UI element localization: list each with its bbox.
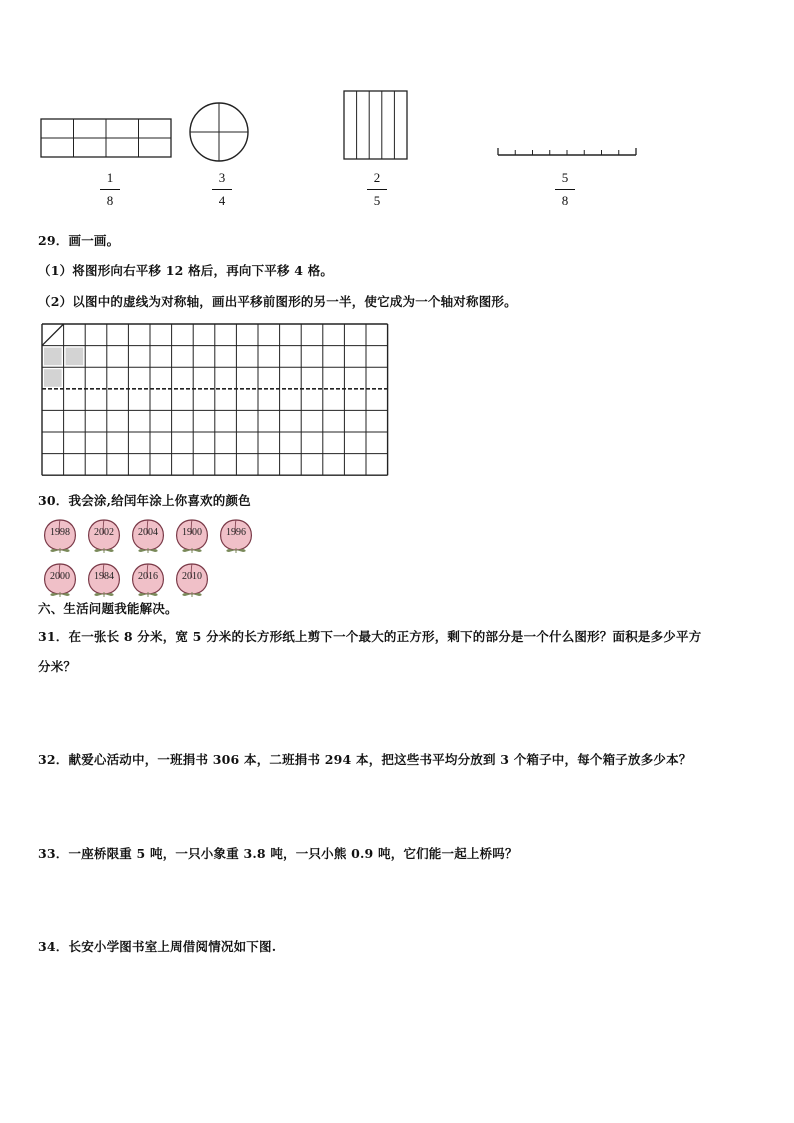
circle-quarters-figure <box>188 100 250 164</box>
peach-year-card[interactable] <box>128 514 168 554</box>
peach-year-label: 2004 <box>138 527 158 538</box>
fraction-3 <box>362 170 392 209</box>
peach-year-card[interactable] <box>84 558 124 598</box>
peach-year-card[interactable] <box>172 558 212 598</box>
fraction-2 <box>207 170 237 209</box>
q33-text: 33．一座桥限重 5 吨，一只小象重 3.8 吨，一只小熊 0.9 吨，它们能一起上桥吗？ <box>38 846 518 861</box>
fraction-denominator: 4 <box>218 193 226 208</box>
q30-title: 30．我会涂,给闰年涂上你喜欢的颜色 <box>38 493 251 508</box>
shaded-cell <box>66 348 84 366</box>
peach-year-label: 1900 <box>182 527 202 538</box>
section6-title: 六、生活问题我能解决。 <box>38 601 178 616</box>
q29-part1: （1）将图形向右平移 12 格后，再向下平移 4 格。 <box>38 263 334 278</box>
fraction-bar <box>367 189 387 190</box>
peach-year-label: 2016 <box>138 571 158 582</box>
q31-line1: 31．在一张长 8 分米，宽 5 分米的长方形纸上剪下一个最大的正方形，剩下的部分是一个什么图形？面积是多少平方 <box>38 629 702 644</box>
figure-diagonal-line <box>42 324 64 346</box>
peach-year-card[interactable] <box>84 514 124 554</box>
fraction-bar <box>555 189 575 190</box>
fraction-bar <box>212 189 232 190</box>
q32-text: 32．献爱心活动中，一班捐书 306 本，二班捐书 294 本，把这些书平均分放到 3 个箱子中，每个箱子放多少本？ <box>38 752 692 767</box>
fraction-numerator: 5 <box>561 170 569 185</box>
fraction-denominator: 5 <box>373 193 381 208</box>
q34-text: 34．长安小学图书室上周借阅情况如下图. <box>38 939 277 954</box>
vertical-strips-figure <box>343 90 409 162</box>
peach-year-label: 2000 <box>50 571 70 582</box>
q31-line2: 分米？ <box>38 659 77 674</box>
shaded-cell <box>44 348 62 366</box>
fraction-numerator: 3 <box>218 170 226 185</box>
segment-line-figure <box>496 145 640 159</box>
fraction-bar <box>100 189 120 190</box>
fraction-denominator: 8 <box>561 193 569 208</box>
peach-year-label: 2002 <box>94 527 114 538</box>
peach-year-label: 1984 <box>94 571 114 582</box>
peach-year-card[interactable] <box>128 558 168 598</box>
peach-year-card[interactable] <box>172 514 212 554</box>
peach-year-label: 1996 <box>226 527 246 538</box>
fraction-4 <box>550 170 580 209</box>
peach-year-card[interactable] <box>40 558 80 598</box>
peach-year-card[interactable] <box>40 514 80 554</box>
peach-year-label: 1998 <box>50 527 70 538</box>
fraction-numerator: 1 <box>106 170 114 185</box>
fraction-denominator: 8 <box>106 193 114 208</box>
peach-year-label: 2010 <box>182 571 202 582</box>
translation-grid[interactable] <box>40 322 392 478</box>
fraction-1 <box>95 170 125 209</box>
rectangle-grid-figure <box>40 118 174 160</box>
peach-year-card[interactable] <box>216 514 256 554</box>
q29-title: 29．画一画。 <box>38 233 120 248</box>
shaded-cell <box>44 369 62 387</box>
fraction-numerator: 2 <box>373 170 381 185</box>
q29-part2: （2）以图中的虚线为对称轴，画出平移前图形的另一半，使它成为一个轴对称图形。 <box>38 294 517 309</box>
